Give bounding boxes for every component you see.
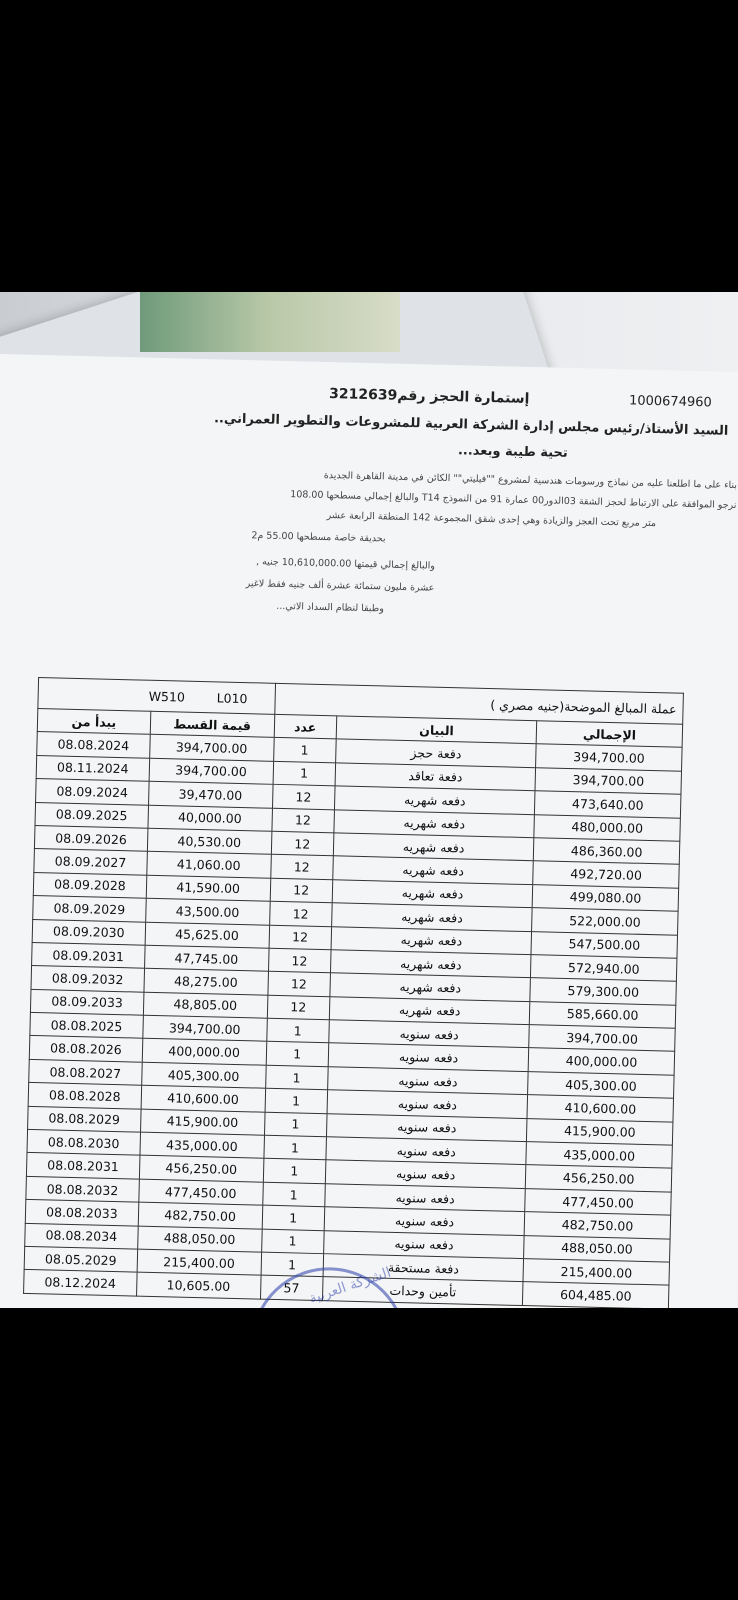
cell-total: 480,000.00: [534, 814, 680, 841]
cell-installment: 47,745.00: [144, 945, 268, 971]
cell-count: 12: [267, 995, 330, 1020]
cell-total: 410,600.00: [527, 1095, 673, 1122]
para-line: بناء على ما اطلعنا عليه من نماذج ورسومات هندسية لمشروع ""فيليتي"" الكائن في مدينة القاهرة الجديدة: [323, 469, 738, 492]
cell-date: 08.08.2027: [29, 1059, 142, 1085]
cell-installment: 456,250.00: [139, 1156, 263, 1182]
cell-total: 394,700.00: [536, 744, 682, 771]
cell-description: دفعه سنويه: [329, 1020, 530, 1048]
cell-description: دفعه سنويه: [328, 1067, 529, 1095]
cell-date: 08.09.2029: [33, 896, 146, 922]
cell-count: 1: [263, 1135, 326, 1160]
cell-total: 522,000.00: [532, 908, 678, 935]
cell-description: دفعه شهريه: [330, 973, 531, 1001]
cell-date: 08.09.2028: [33, 872, 146, 898]
header-date: يبدأ من: [37, 709, 150, 735]
addressee: السيد الأستاذ/رئيس مجلس إدارة الشركة العربية للمشروعات والتطوير العمراني..: [213, 411, 729, 439]
para-line: وطبقا لنظام السداد الاتي...: [276, 600, 385, 615]
cell-description: دفعه سنويه: [325, 1160, 526, 1188]
cell-total: 405,300.00: [528, 1071, 674, 1098]
header-total: الإجمالي: [536, 721, 682, 748]
cell-installment: 39,470.00: [148, 781, 272, 807]
cell-total: 456,250.00: [526, 1165, 672, 1192]
cell-count: 1: [261, 1252, 324, 1277]
cell-description: دفعه سنويه: [324, 1230, 525, 1258]
cell-total: 488,050.00: [524, 1235, 670, 1262]
cell-count: 1: [266, 1042, 329, 1067]
document-photo: [0, 292, 738, 1308]
cell-date: 08.08.2030: [27, 1129, 140, 1155]
cell-total: 572,940.00: [531, 955, 677, 982]
cell-description: تأمين وحدات: [322, 1277, 523, 1305]
cell-description: دفعه سنويه: [326, 1137, 527, 1165]
cell-count: 12: [270, 878, 333, 903]
cell-count: 12: [271, 831, 334, 856]
cell-installment: 400,000.00: [142, 1039, 266, 1065]
payment-schedule-table: [23, 677, 684, 1308]
cell-count: 1: [266, 1018, 329, 1043]
cell-date: 08.08.2034: [25, 1223, 138, 1249]
cell-total: 477,450.00: [525, 1188, 671, 1215]
cell-total: 492,720.00: [533, 861, 679, 888]
para-line: عشرة مليون ستمائة عشرة ألف جنيه فقط لاغير: [245, 578, 435, 594]
brochure-image: [140, 292, 400, 352]
document-number: 1000674960: [628, 393, 712, 411]
para-line: بحديقة خاصة مسطحها 55.00 م2: [251, 530, 386, 545]
code-w: W510: [148, 688, 186, 705]
cell-count: 12: [271, 808, 334, 833]
cell-description: دفعه سنويه: [326, 1113, 527, 1141]
cell-total: 415,900.00: [527, 1118, 673, 1145]
para-line: نرجو الموافقة على الارتباط لحجز الشقة 03الدور00 عمارة 91 من النموذج T14 والبالغ إجمالي مسطحها 108.00: [290, 489, 737, 512]
header-description: البيان: [336, 716, 537, 744]
cell-count: 1: [273, 738, 336, 763]
cell-installment: 40,530.00: [147, 828, 271, 854]
cell-date: 08.09.2033: [30, 989, 143, 1015]
cell-description: دفعه سنويه: [325, 1184, 526, 1212]
cell-installment: 482,750.00: [138, 1202, 262, 1228]
cell-description: دفعه سنويه: [324, 1207, 525, 1235]
cell-description: دفعة تعاقد: [335, 763, 536, 791]
cell-date: 08.08.2031: [26, 1153, 139, 1179]
cell-total: 499,080.00: [532, 884, 678, 911]
cell-date: 08.08.2033: [25, 1200, 138, 1226]
cell-description: دفعه سنويه: [327, 1090, 528, 1118]
form-title: إستمارة الحجز رقم3212639: [328, 386, 530, 407]
cell-description: دفعه شهريه: [334, 786, 535, 814]
cell-description: دفعه شهريه: [330, 950, 531, 978]
cell-count: 1: [261, 1229, 324, 1254]
cell-date: 08.09.2024: [36, 779, 149, 805]
cell-total: 400,000.00: [528, 1048, 674, 1075]
cell-description: دفعه شهريه: [332, 880, 533, 908]
cell-installment: 43,500.00: [145, 898, 269, 924]
para-line: والبالغ إجمالي قيمتها 10,610,000.00 جنيه ,: [255, 556, 436, 572]
cell-installment: 41,590.00: [146, 875, 270, 901]
cell-installment: 41,060.00: [147, 852, 271, 878]
cell-count: 12: [267, 972, 330, 997]
cell-installment: 48,275.00: [144, 969, 268, 995]
cell-description: دفعه شهريه: [332, 903, 533, 931]
cell-description: دفعه شهريه: [333, 833, 534, 861]
cell-date: 08.08.2028: [28, 1083, 141, 1109]
cell-count: 1: [265, 1088, 328, 1113]
cell-installment: 45,625.00: [145, 922, 269, 948]
cell-total: 482,750.00: [524, 1212, 670, 1239]
cell-installment: 215,400.00: [137, 1249, 261, 1275]
cell-installment: 415,900.00: [140, 1109, 264, 1135]
para-line: متر مربع تحت العجز والزيادة وهي إحدى شقق المجموعة 142 المنطقة الرابعة عشر: [326, 510, 657, 530]
cell-installment: 394,700.00: [143, 1015, 267, 1041]
cell-date: 08.08.2029: [28, 1106, 141, 1132]
cell-description: دفعه شهريه: [333, 856, 534, 884]
cell-total: 394,700.00: [535, 767, 681, 794]
cell-installment: 405,300.00: [141, 1062, 265, 1088]
cell-count: 1: [262, 1205, 325, 1230]
cell-description: دفعة حجز: [336, 739, 537, 767]
cell-total: 215,400.00: [523, 1259, 669, 1286]
cell-description: دفعه شهريه: [331, 926, 532, 954]
cell-count: 12: [270, 855, 333, 880]
cell-date: 08.09.2031: [32, 942, 145, 968]
cell-total: 585,660.00: [530, 1001, 676, 1028]
cell-date: 08.08.2025: [30, 1013, 143, 1039]
cell-date: 08.09.2030: [32, 919, 145, 945]
cell-description: دفعه شهريه: [334, 809, 535, 837]
cell-installment: 40,000.00: [148, 805, 272, 831]
cell-date: 08.09.2027: [34, 849, 147, 875]
cell-total: 394,700.00: [529, 1025, 675, 1052]
cell-count: 1: [265, 1065, 328, 1090]
cell-total: 547,500.00: [531, 931, 677, 958]
cell-total: 604,485.00: [523, 1282, 669, 1308]
cell-count: 12: [269, 901, 332, 926]
stamp-text: الشركة العربية: [307, 1264, 393, 1308]
cell-count: 12: [268, 948, 331, 973]
cell-installment: 488,050.00: [137, 1226, 261, 1252]
cell-installment: 394,700.00: [149, 758, 273, 784]
cell-date: 08.05.2029: [24, 1246, 137, 1272]
cell-description: دفعة مستحقة: [323, 1254, 524, 1282]
cell-count: 12: [269, 925, 332, 950]
cell-date: 08.08.2024: [37, 732, 150, 758]
cell-date: 08.08.2032: [26, 1176, 139, 1202]
cell-description: دفعه شهريه: [329, 996, 530, 1024]
cell-total: 435,000.00: [526, 1142, 672, 1169]
cell-description: دفعه سنويه: [328, 1043, 529, 1071]
greeting: تحية طيبة وبعد...: [457, 443, 568, 461]
cell-total: 473,640.00: [535, 791, 681, 818]
cell-total: 579,300.00: [530, 978, 676, 1005]
cell-installment: 477,450.00: [139, 1179, 263, 1205]
cell-count: 1: [263, 1159, 326, 1184]
cell-count: 1: [262, 1182, 325, 1207]
cell-installment: 10,605.00: [136, 1272, 260, 1298]
cell-total: 486,360.00: [534, 838, 680, 865]
cell-installment: 410,600.00: [141, 1085, 265, 1111]
cell-installment: 48,805.00: [143, 992, 267, 1018]
cell-installment: 394,700.00: [149, 735, 273, 761]
cell-count: 1: [264, 1112, 327, 1137]
header-installment: قيمة القسط: [150, 711, 274, 737]
cell-date: 08.08.2026: [29, 1036, 142, 1062]
cell-date: 08.12.2024: [24, 1270, 137, 1296]
cell-installment: 435,000.00: [140, 1132, 264, 1158]
cell-date: 08.11.2024: [36, 755, 149, 781]
currency-label: عملة المبالغ الموضحة(جنيه مصري ): [274, 683, 683, 724]
cell-count: 12: [272, 784, 335, 809]
reservation-form: [0, 354, 738, 1308]
header-count: عدد: [274, 714, 337, 739]
code-l: L010: [216, 689, 248, 706]
cell-date: 08.09.2032: [31, 966, 144, 992]
cell-date: 08.09.2025: [35, 802, 148, 828]
cell-date: 08.09.2026: [34, 825, 147, 851]
cell-count: 1: [273, 761, 336, 786]
cell-count: 57: [260, 1276, 323, 1301]
